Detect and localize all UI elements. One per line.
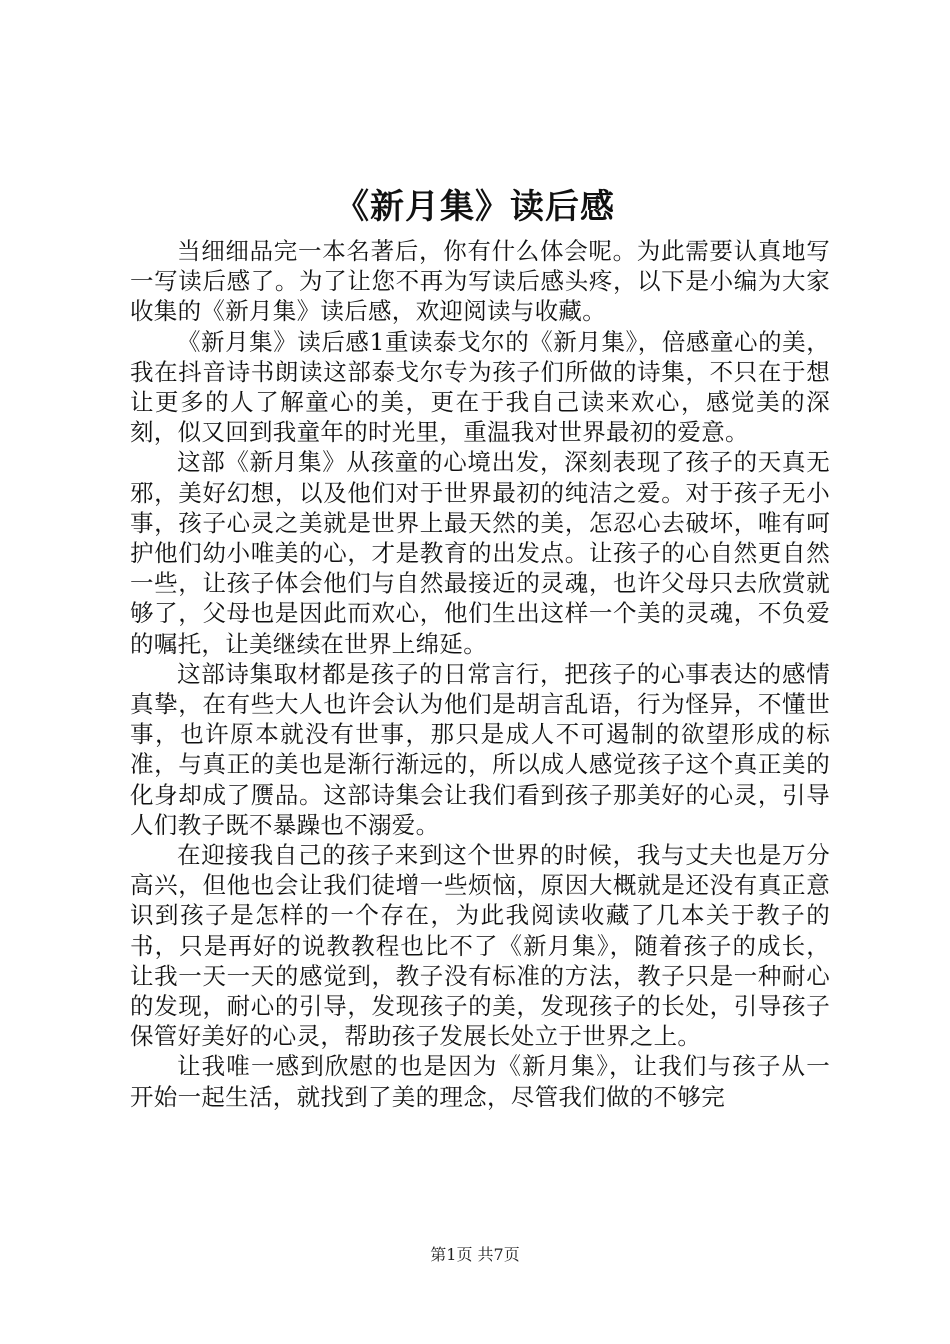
paragraph-1: 《新月集》读后感1重读泰戈尔的《新月集》，倍感童心的美，我在抖音诗书朗读这部泰戈尔专为孩子们所做的诗集，不只在于想让更多的人了解童心的美，更在于我自己读来欢心，感觉美的深刻，似又回到我童年的时光里，重温我对世界最初的爱意。: [130, 327, 830, 447]
paragraph-intro: 当细细品完一本名著后，你有什么体会呢。为此需要认真地写一写读后感了。为了让您不再为写读后感头疼，以下是小编为大家收集的《新月集》读后感，欢迎阅读与收藏。: [130, 237, 830, 326]
paragraph-3: 这部诗集取材都是孩子的日常言行，把孩子的心事表达的感情真挚，在有些大人也许会认为他们是胡言乱语，行为怪异，不懂世事，也许原本就没有世事，那只是成人不可遏制的欲望形成的标准，与真正的美也是渐行渐远的，所以成人感觉孩子这个真正美的化身却成了赝品。这部诗集会让我们看到孩子那美好的心灵，引导人们教子既不暴躁也不溺爱。: [130, 659, 830, 839]
document-body: [130, 236, 830, 1112]
paragraph-4: 在迎接我自己的孩子来到这个世界的时候，我与丈夫也是万分高兴，但他也会让我们徒增一些烦恼，原因大概就是还没有真正意识到孩子是怎样的一个存在，为此我阅读收藏了几本关于教子的书，只是再好的说教教程也比不了《新月集》，随着孩子的成长，让我一天一天的感觉到，教子没有标准的方法，教子只是一种耐心的发现，耐心的引导，发现孩子的美，发现孩子的长处，引导孩子保管好美好的心灵，帮助孩子发展长处立于世界之上。: [130, 841, 830, 1051]
page-number-footer: 第1页 共7页: [430, 1245, 520, 1264]
paragraph-5: 让我唯一感到欣慰的也是因为《新月集》，让我们与孩子从一开始一起生活，就找到了美的理念，尽管我们做的不够完: [130, 1052, 830, 1111]
document-title: 《新月集》读后感: [335, 187, 615, 227]
paragraph-2: 这部《新月集》从孩童的心境出发，深刻表现了孩子的天真无邪，美好幻想，以及他们对于世界最初的纯洁之爱。对于孩子无小事，孩子心灵之美就是世界上最天然的美，怎忍心去破坏，唯有呵护他们幼小唯美的心，才是教育的出发点。让孩子的心自然更自然一些，让孩子体会他们与自然最接近的灵魂，也许父母只去欣赏就够了，父母也是因此而欢心，他们生出这样一个美的灵魂，不负爱的嘱托，让美继续在世界上绵延。: [130, 448, 830, 658]
